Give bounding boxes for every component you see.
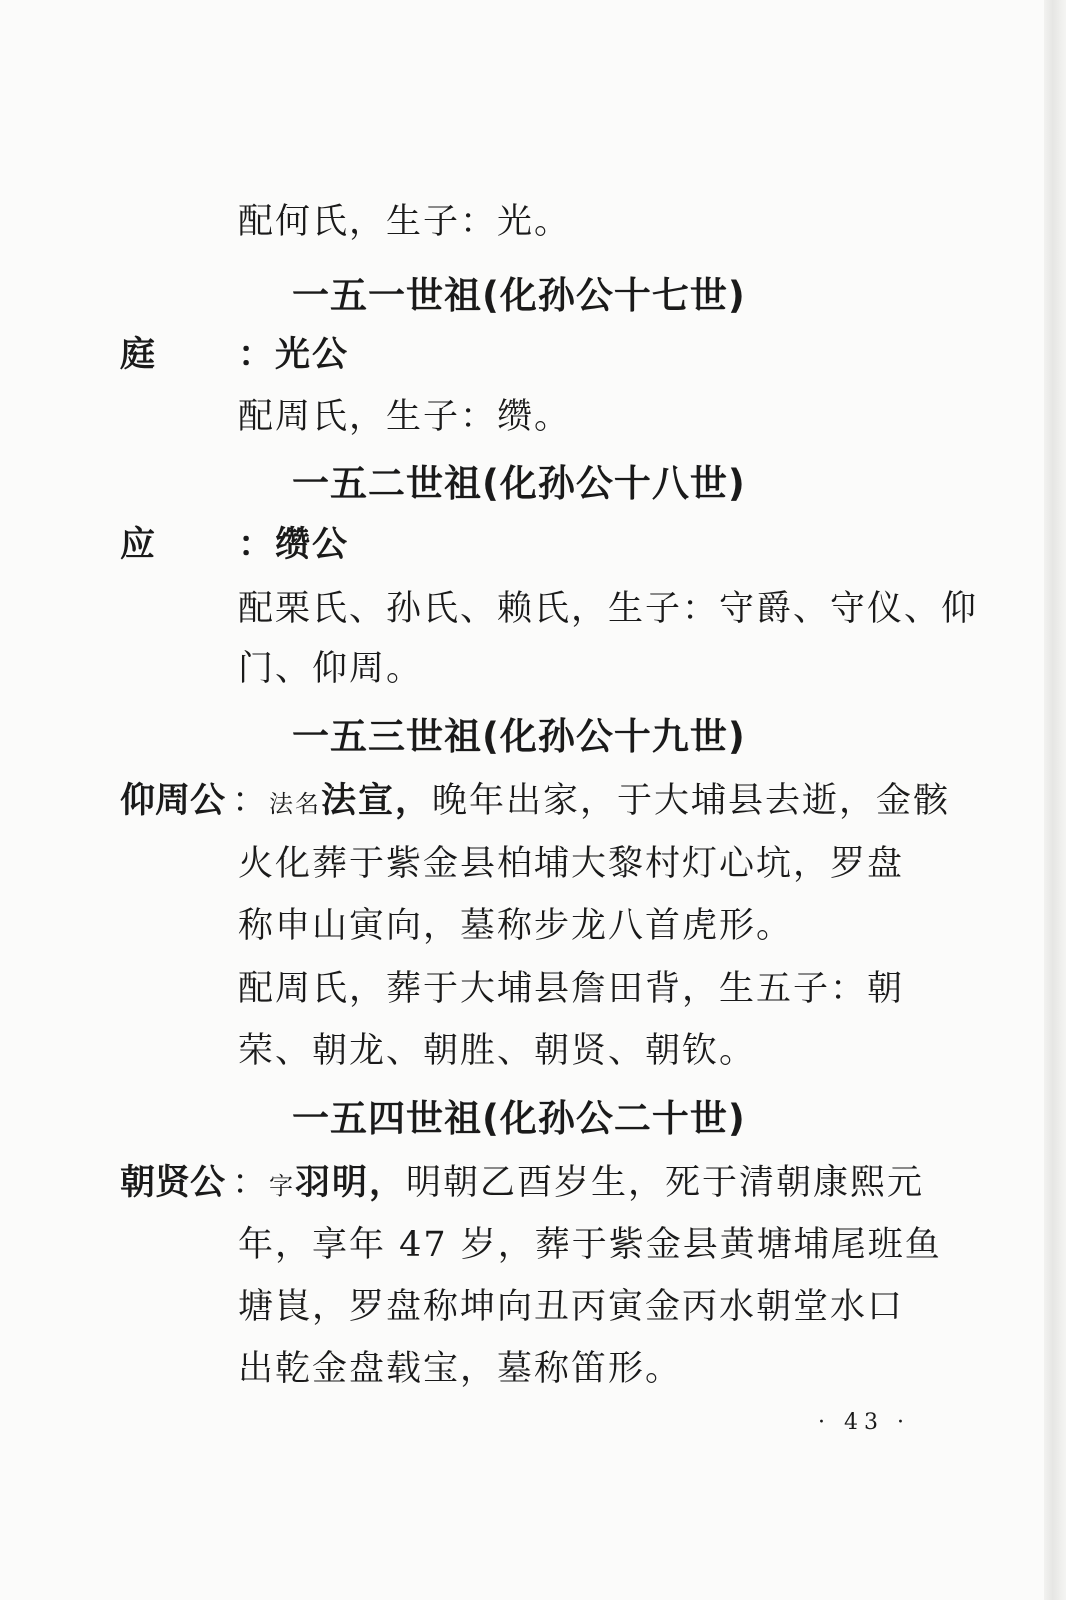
generation-heading: 一五四世祖(化孙公二十世) [292, 1097, 746, 1140]
text-line: 塘崀，罗盘称坤向丑丙寅金丙水朝堂水口 [238, 1287, 905, 1327]
person-name-text: ：缵公 [238, 525, 350, 565]
dharma-name: 法宣， [321, 781, 433, 821]
person-label: 仰周公 [120, 781, 226, 821]
text-line: 火化葬于紫金县柏埔大黎村灯心坑，罗盘 [238, 844, 905, 884]
person-name [238, 335, 350, 375]
text-rest: 明朝乙酉岁生，死于清朝康熙元 [406, 1163, 925, 1203]
person-name [238, 525, 350, 565]
text-line: 称申山寅向，墓称步龙八首虎形。 [238, 906, 794, 946]
courtesy-name: 羽明， [295, 1163, 407, 1203]
text-line: 出乾金盘载宝，墓称笛形。 [238, 1349, 683, 1389]
generation-heading: 一五三世祖(化孙公十九世) [292, 715, 746, 758]
person-label: 朝贤公 [120, 1163, 226, 1203]
generation-heading: 一五二世祖(化孙公十八世) [292, 462, 746, 505]
text-line: 配周氏，生子：缵。 [238, 397, 572, 437]
colon: ： [232, 1163, 270, 1203]
generation-heading: 一五一世祖(化孙公十七世) [292, 274, 746, 317]
text-line: 荣、朝龙、朝胜、朝贤、朝钦。 [238, 1031, 757, 1071]
page-edge-shadow [1044, 0, 1066, 1600]
person-label: 庭 [120, 335, 156, 375]
person-name-text: ：光公 [238, 335, 350, 375]
text-line [232, 781, 951, 821]
person-label: 应 [120, 525, 156, 565]
text-line: 配周氏，葬于大埔县詹田背，生五子：朝 [238, 969, 905, 1009]
text-line: 配栗氏、孙氏、赖氏，生子：守爵、守仪、仰 [238, 589, 979, 629]
text-line: 年，享年 47 岁，葬于紫金县黄塘埔尾班鱼 [238, 1225, 942, 1265]
colon: ： [232, 781, 270, 821]
text-line [232, 1163, 925, 1203]
text-rest: 晚年出家，于大埔县去逝，金骸 [432, 781, 951, 821]
text-line: 配何氏，生子：光。 [238, 202, 572, 242]
annotation-small: 字 [269, 1172, 296, 1200]
annotation-small: 法名 [269, 790, 322, 818]
page-number: · 43 · [818, 1410, 910, 1435]
text-line: 门、仰周。 [238, 649, 424, 689]
